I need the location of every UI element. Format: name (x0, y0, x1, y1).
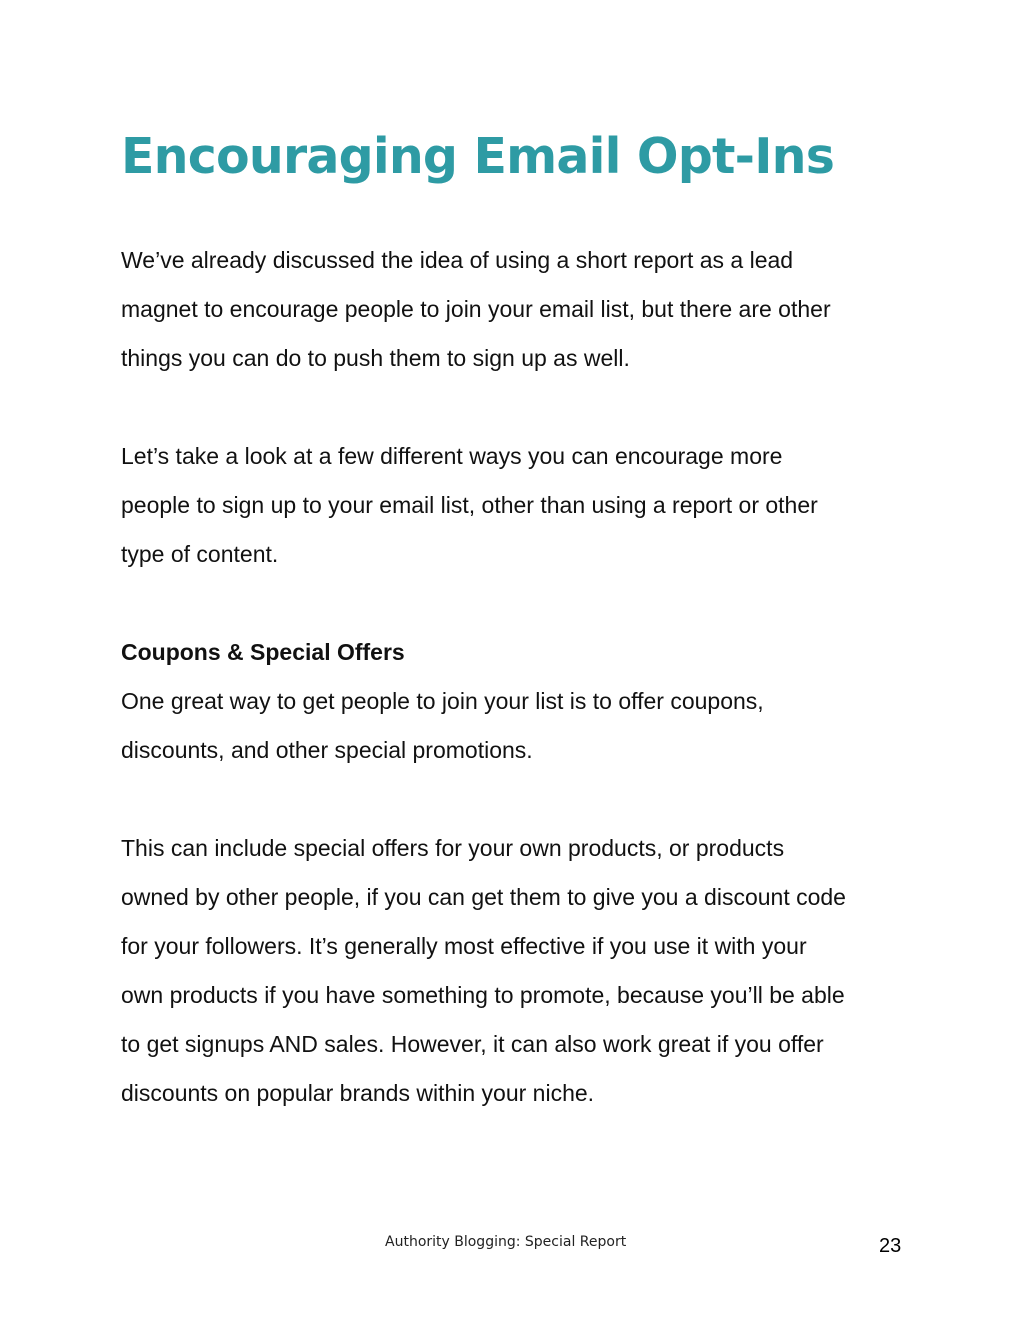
paragraph-line: own products if you have something to promote, because you’ll be able (121, 982, 845, 1008)
paragraph-line: This can include special offers for your own products, or products (121, 835, 785, 861)
paragraph-line: owned by other people, if you can get them to give you a discount code (121, 884, 846, 910)
paragraph-line: We’ve already discussed the idea of using a short report as a lead (121, 247, 794, 273)
page-number: 23 (879, 1235, 902, 1257)
footer-label: Authority Blogging: Special Report (385, 1234, 627, 1250)
paragraph-line: One great way to get people to join your list is to offer coupons, (121, 688, 764, 714)
paragraph-line: magnet to encourage people to join your email list, but there are other (121, 296, 831, 322)
paragraph-line: for your followers. It’s generally most effective if you use it with your (121, 933, 807, 959)
paragraph-line: Let’s take a look at a few different ways you can encourage more (121, 443, 783, 469)
paragraph-line: people to sign up to your email list, other than using a report or other (121, 492, 818, 518)
page-title: Encouraging Email Opt-Ins (121, 128, 835, 185)
paragraph-line: discounts, and other special promotions. (121, 737, 533, 763)
section-heading: Coupons & Special Offers (121, 639, 405, 665)
paragraph-line: to get signups AND sales. However, it can also work great if you offer (121, 1031, 824, 1057)
paragraph-line: discounts on popular brands within your niche. (121, 1080, 595, 1106)
paragraph-line: type of content. (121, 541, 279, 567)
paragraph-line: things you can do to push them to sign up as well. (121, 345, 630, 371)
